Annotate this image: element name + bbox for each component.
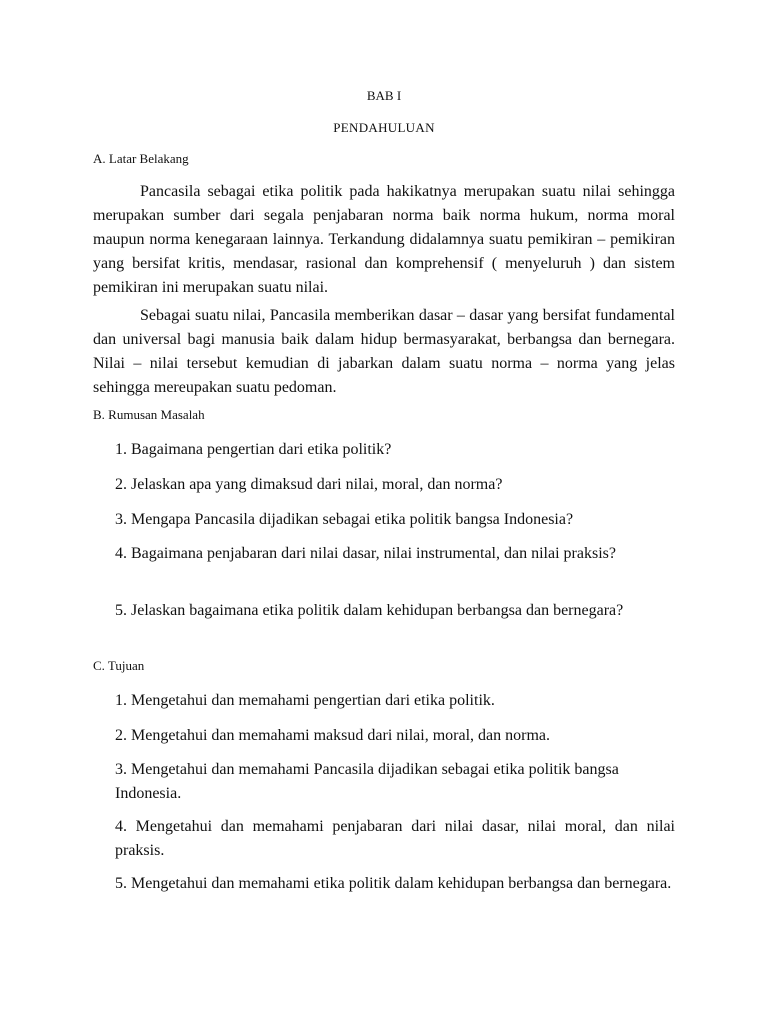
- list-item: 4. Mengetahui dan memahami penjabaran dari nilai dasar, nilai moral, dan nilai praksis.: [115, 818, 675, 859]
- list-item: 3. Mengetahui dan memahami Pancasila dijadikan sebagai etika politik bangsa Indonesia.: [115, 761, 619, 802]
- list-item: 1. Bagaimana pengertian dari etika politik?: [115, 441, 392, 458]
- list-item: 2. Jelaskan apa yang dimaksud dari nilai, moral, dan norma?: [115, 476, 503, 493]
- section-c-heading: C. Tujuan: [93, 658, 145, 673]
- section-b-heading: B. Rumusan Masalah: [93, 407, 205, 422]
- list-item: 5. Jelaskan bagaimana etika politik dalam kehidupan berbangsa dan bernegara?: [115, 602, 624, 619]
- list-item: 5. Mengetahui dan memahami etika politik dalam kehidupan berbangsa dan bernegara.: [115, 875, 672, 892]
- chapter-title: PENDAHULUAN: [333, 120, 435, 135]
- list-item: 4. Bagaimana penjabaran dari nilai dasar, nilai instrumental, dan nilai praksis?: [115, 545, 616, 562]
- chapter-number: BAB I: [366, 88, 402, 103]
- section-a-heading: A. Latar Belakang: [93, 151, 189, 166]
- list-item: 2. Mengetahui dan memahami maksud dari nilai, moral, dan norma.: [115, 727, 550, 744]
- list-item: 3. Mengapa Pancasila dijadikan sebagai etika politik bangsa Indonesia?: [115, 511, 574, 528]
- section-a-paragraph-2: Sebagai suatu nilai, Pancasila memberikan dasar – dasar yang bersifat fundamental dan universal bagi manusia baik dalam hidup bermasyarakat, berbangsa dan bernegara. Nilai – nilai tersebut kemudian di jabarkan dalam suatu norma – norma yang jelas sehingga mereupakan suatu pedoman.: [93, 307, 675, 396]
- list-item: 1. Mengetahui dan memahami pengertian dari etika politik.: [115, 692, 495, 709]
- section-a-paragraph-1: Pancasila sebagai etika politik pada hakikatnya merupakan suatu nilai sehingga merupakan sumber dari segala penjabaran norma baik norma hukum, norma moral maupun norma kenegaraan lainnya. Terkandung didalamnya suatu pemikiran – pemikiran yang bersifat kritis, mendasar, rasional dan komprehensif ( menyeluruh ) dan sistem pemikiran ini merupakan suatu nilai.: [93, 183, 675, 296]
